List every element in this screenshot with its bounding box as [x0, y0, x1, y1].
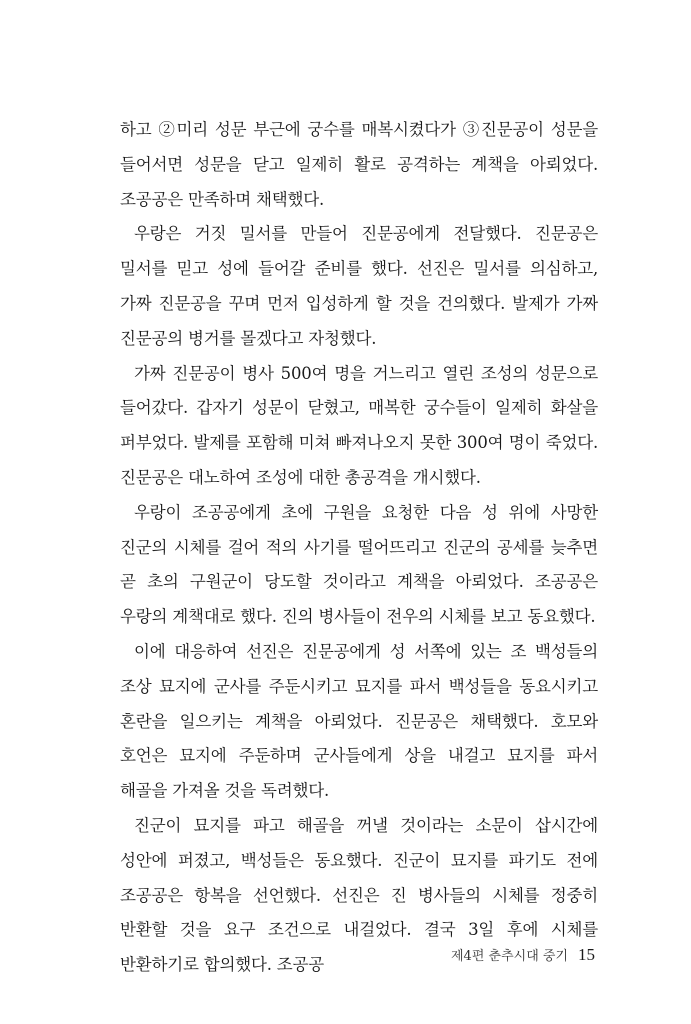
- body-text: [120, 113, 598, 983]
- paragraph-continued: 하고 ②미리 성문 부근에 궁수를 매복시켰다가 ③진문공이 성문을 들어서면 성문을 닫고 일제히 활로 공격하는 계책을 아뢰었다. 조공공은 만족하며 채택했다.: [120, 120, 598, 209]
- paragraph: 이에 대응하여 선진은 진문공에게 성 서쪽에 있는 조 백성들의 조상 묘지에 군사를 주둔시키고 묘지를 파서 백성들을 동요시키고 혼란을 일으키는 계책을 아뢰었다. 진문공은 채택했다. 호모와 호언은 묘지에 주둔하며 군사들에게 상을 내걸고 묘지를 파서 해골을 가져올 것을 독려했다.: [120, 641, 598, 801]
- paragraph: 우랑이 조공공에게 초에 구원을 요청한 다음 성 위에 사망한 진군의 시체를 걸어 적의 사기를 떨어뜨리고 진군의 공세를 늦추면 곧 초의 구원군이 당도할 것이라고 계책을 아뢰었다. 조공공은 우랑의 계책대로 했다. 진의 병사들이 전우의 시체를 보고 동요했다.: [120, 502, 598, 627]
- paragraph: 가짜 진문공이 병사 500여 명을 거느리고 열린 조성의 성문으로 들어갔다. 갑자기 성문이 닫혔고, 매복한 궁수들이 일제히 화살을 퍼부었다. 발제를 포함해 미쳐 빠져나오지 못한 300여 명이 죽었다. 진문공은 대노하여 조성에 대한 총공격을 개시했다.: [120, 363, 598, 487]
- running-title: 제4편 춘추시대 중기: [451, 949, 568, 964]
- page-footer: [451, 945, 595, 965]
- paragraph: 우랑은 거짓 밀서를 만들어 진문공에게 전달했다. 진문공은 밀서를 믿고 성에 들어갈 준비를 했다. 선진은 밀서를 의심하고, 가짜 진문공을 꾸며 먼저 입성하게 할 것을 건의했다. 발제가 가짜 진문공의 병거를 몰겠다고 자청했다.: [120, 224, 598, 348]
- page-number: 15: [578, 945, 595, 964]
- paragraph: 진군이 묘지를 파고 해골을 꺼낼 것이라는 소문이 삽시간에 성안에 퍼졌고, 백성들은 동요했다. 진군이 묘지를 파기도 전에 조공공은 항복을 선언했다. 선진은 진 병사들의 시체를 정중히 반환할 것을 요구 조건으로 내걸었다. 결국 3일 후에 시체를 반환하기로 합의했다. 조공공: [120, 815, 598, 975]
